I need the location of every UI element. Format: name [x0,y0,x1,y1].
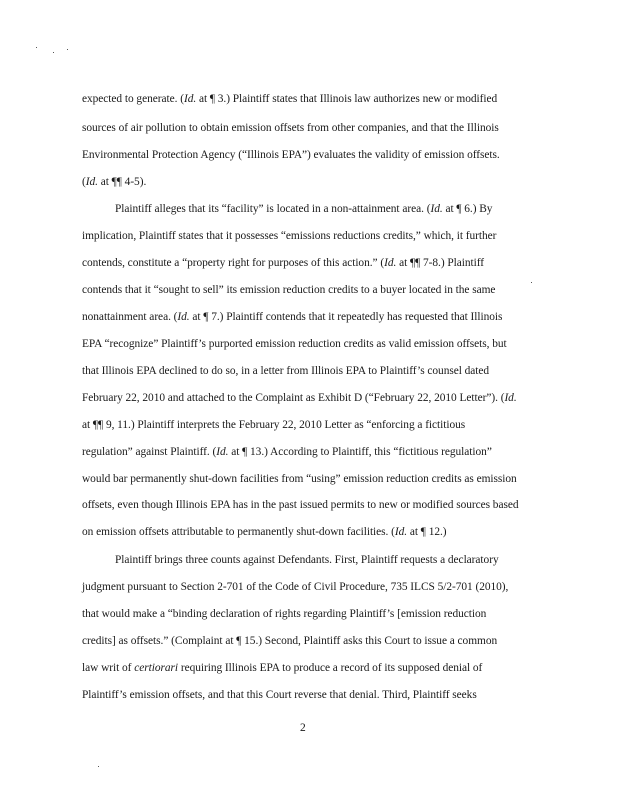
body-line: would bar permanently shut-down facilities from “using” emission reduction credits as emission [82,473,517,485]
body-line: expected to generate. (Id. at ¶ 3.) Plaintiff states that Illinois law authorizes new or modified [82,93,498,105]
scan-speck [98,766,99,767]
body-line: that Illinois EPA declined to do so, in a letter from Illinois EPA to Plaintiff’s counsel dated [82,365,490,377]
body-line: contends, constitute a “property right for purposes of this action.” (Id. at ¶¶ 7-8.) Plaintiff [82,257,485,269]
body-line: Environmental Protection Agency (“Illinois EPA”) evaluates the validity of emission offsets. [82,149,500,161]
page-number: 2 [300,722,306,734]
scan-speck [36,47,37,48]
body-line: EPA “recognize” Plaintiff’s purported emission reduction credits as valid emission offsets, but [82,338,507,350]
scan-speck [531,282,532,283]
body-line: nonattainment area. (Id. at ¶ 7.) Plaintiff contends that it repeatedly has requested that Illinois [82,311,503,323]
paragraph-first-line: Plaintiff alleges that its “facility” is located in a non-attainment area. (Id. at ¶ 6.) By [115,203,493,215]
body-line: that would make a “binding declaration of rights regarding Plaintiff’s [emission reduction [82,608,487,620]
body-line: on emission offsets attributable to permanently shut-down facilities. (Id. at ¶ 12.) [82,526,447,538]
body-line: February 22, 2010 and attached to the Complaint as Exhibit D (“February 22, 2010 Letter”). (Id. [82,392,517,404]
body-line: Plaintiff’s emission offsets, and that this Court reverse that denial. Third, Plaintiff seeks [82,689,477,701]
body-line: contends that it “sought to sell” its emission reduction credits to a buyer located in the same [82,284,496,296]
paragraph-first-line: Plaintiff brings three counts against Defendants. First, Plaintiff requests a declaratory [115,554,499,566]
body-line: implication, Plaintiff states that it possesses “emissions reductions credits,” which, it further [82,230,497,242]
body-line: (Id. at ¶¶ 4-5). [82,176,147,188]
scan-speck [67,49,68,50]
body-line: sources of air pollution to obtain emission offsets from other companies, and that the Illinois [82,122,499,134]
body-line: regulation” against Plaintiff. (Id. at ¶ 13.) According to Plaintiff, this “fictitious regulation” [82,446,492,458]
body-line: law writ of certiorari requiring Illinois EPA to produce a record of its supposed denial of [82,662,483,674]
body-line: at ¶¶ 9, 11.) Plaintiff interprets the February 22, 2010 Letter as “enforcing a fictitious [82,419,466,431]
body-line: credits] as offsets.” (Complaint at ¶ 15.) Second, Plaintiff asks this Court to issue a common [82,635,498,647]
scan-speck [53,52,54,53]
body-line: judgment pursuant to Section 2-701 of the Code of Civil Procedure, 735 ILCS 5/2-701 (2010), [82,581,509,593]
body-line: offsets, even though Illinois EPA has in the past issued permits to new or modified sources based [82,499,519,511]
